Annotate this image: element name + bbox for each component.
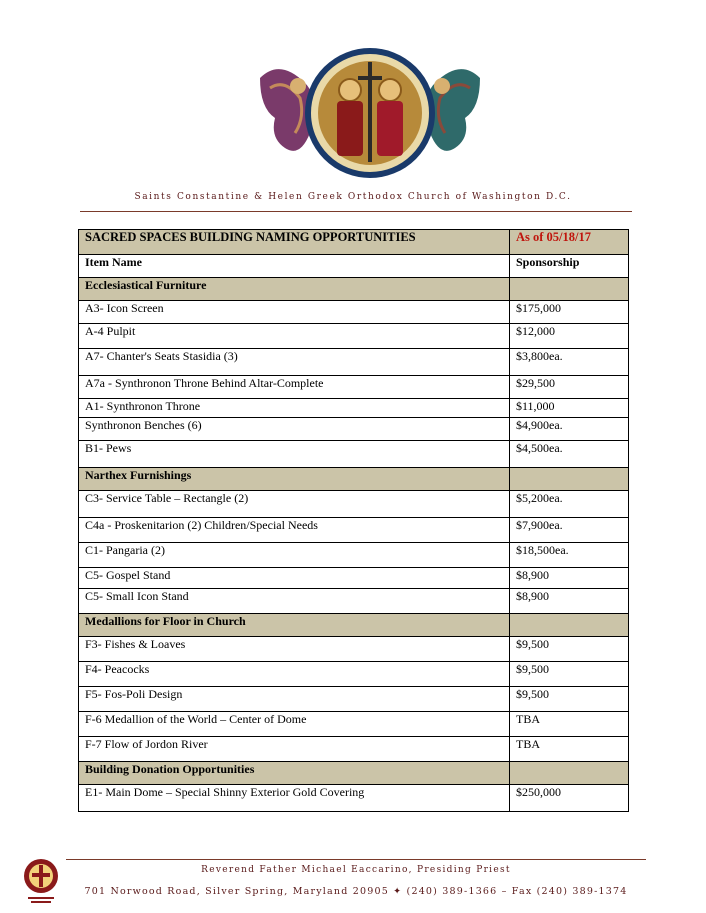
naming-opportunities-table: [78, 229, 629, 812]
item-name: A3- Icon Screen: [79, 301, 510, 324]
table-row: [79, 491, 629, 518]
header-divider: [80, 211, 632, 212]
table-row: [79, 301, 629, 324]
column-header-sponsorship: Sponsorship: [510, 255, 629, 278]
presiding-priest: Reverend Father Michael Eaccarino, Presiding Priest: [201, 865, 511, 875]
item-name: C3- Service Table – Rectangle (2): [79, 491, 510, 518]
item-sponsorship: TBA: [510, 712, 629, 737]
section-empty-cell: [510, 468, 629, 491]
section-empty-cell: [510, 614, 629, 637]
item-name: C5- Small Icon Stand: [79, 589, 510, 614]
table-row: [79, 589, 629, 614]
table-row: [79, 737, 629, 762]
item-sponsorship: TBA: [510, 737, 629, 762]
church-address: 701 Norwood Road, Silver Spring, Maryland 20905 ✦ (240) 389-1366 – Fax (240) 389-1374: [84, 886, 628, 897]
section-row: [79, 468, 629, 491]
item-name: C5- Gospel Stand: [79, 568, 510, 589]
table-row: [79, 568, 629, 589]
item-sponsorship: $3,800ea.: [510, 349, 629, 376]
item-name: F4- Peacocks: [79, 662, 510, 687]
item-name: B1- Pews: [79, 441, 510, 468]
item-name: A7- Chanter's Seats Stasidia (3): [79, 349, 510, 376]
table-row: [79, 324, 629, 349]
table-row: [79, 418, 629, 441]
column-header-row: [79, 255, 629, 278]
item-sponsorship: $9,500: [510, 687, 629, 712]
table-row: [79, 712, 629, 737]
table-row: [79, 662, 629, 687]
table-row: [79, 399, 629, 418]
item-sponsorship: $8,900: [510, 568, 629, 589]
item-name: Synthronon Benches (6): [79, 418, 510, 441]
item-sponsorship: $18,500ea.: [510, 543, 629, 568]
table-row: [79, 349, 629, 376]
table-row: [79, 376, 629, 399]
item-sponsorship: $7,900ea.: [510, 518, 629, 543]
table-row: [79, 543, 629, 568]
table-row: [79, 785, 629, 812]
item-sponsorship: $29,500: [510, 376, 629, 399]
item-name: F-6 Medallion of the World – Center of Dome: [79, 712, 510, 737]
item-name: A1- Synthronon Throne: [79, 399, 510, 418]
item-name: F5- Fos-Poli Design: [79, 687, 510, 712]
item-sponsorship: $175,000: [510, 301, 629, 324]
table-title: SACRED SPACES BUILDING NAMING OPPORTUNITIES: [79, 230, 510, 255]
as-of-date: As of 05/18/17: [510, 230, 629, 255]
item-sponsorship: $250,000: [510, 785, 629, 812]
footer-divider: [66, 859, 646, 860]
church-emblem-icon: [250, 38, 490, 188]
section-name: Medallions for Floor in Church: [79, 614, 510, 637]
church-name: Saints Constantine & Helen Greek Orthodox Church of Washington D.C.: [134, 192, 572, 202]
item-sponsorship: $11,000: [510, 399, 629, 418]
item-name: C4a - Proskenitarion (2) Children/Special Needs: [79, 518, 510, 543]
section-name: Building Donation Opportunities: [79, 762, 510, 785]
section-empty-cell: [510, 762, 629, 785]
item-sponsorship: $4,900ea.: [510, 418, 629, 441]
section-row: [79, 762, 629, 785]
section-row: [79, 614, 629, 637]
table-row: [79, 518, 629, 543]
item-name: A7a - Synthronon Throne Behind Altar-Complete: [79, 376, 510, 399]
column-header-item-name: Item Name: [79, 255, 510, 278]
item-sponsorship: $4,500ea.: [510, 441, 629, 468]
table-row: [79, 441, 629, 468]
item-name: A-4 Pulpit: [79, 324, 510, 349]
table-row: [79, 637, 629, 662]
item-sponsorship: $8,900: [510, 589, 629, 614]
item-sponsorship: $9,500: [510, 637, 629, 662]
item-name: F3- Fishes & Loaves: [79, 637, 510, 662]
item-sponsorship: $12,000: [510, 324, 629, 349]
item-name: E1- Main Dome – Special Shinny Exterior Gold Covering: [79, 785, 510, 812]
section-name: Ecclesiastical Furniture: [79, 278, 510, 301]
cross-seal-icon: [22, 856, 60, 906]
section-row: [79, 278, 629, 301]
item-name: C1- Pangaria (2): [79, 543, 510, 568]
section-name: Narthex Furnishings: [79, 468, 510, 491]
table-title-row: [79, 230, 629, 255]
item-sponsorship: $9,500: [510, 662, 629, 687]
item-sponsorship: $5,200ea.: [510, 491, 629, 518]
item-name: F-7 Flow of Jordon River: [79, 737, 510, 762]
table-row: [79, 687, 629, 712]
section-empty-cell: [510, 278, 629, 301]
